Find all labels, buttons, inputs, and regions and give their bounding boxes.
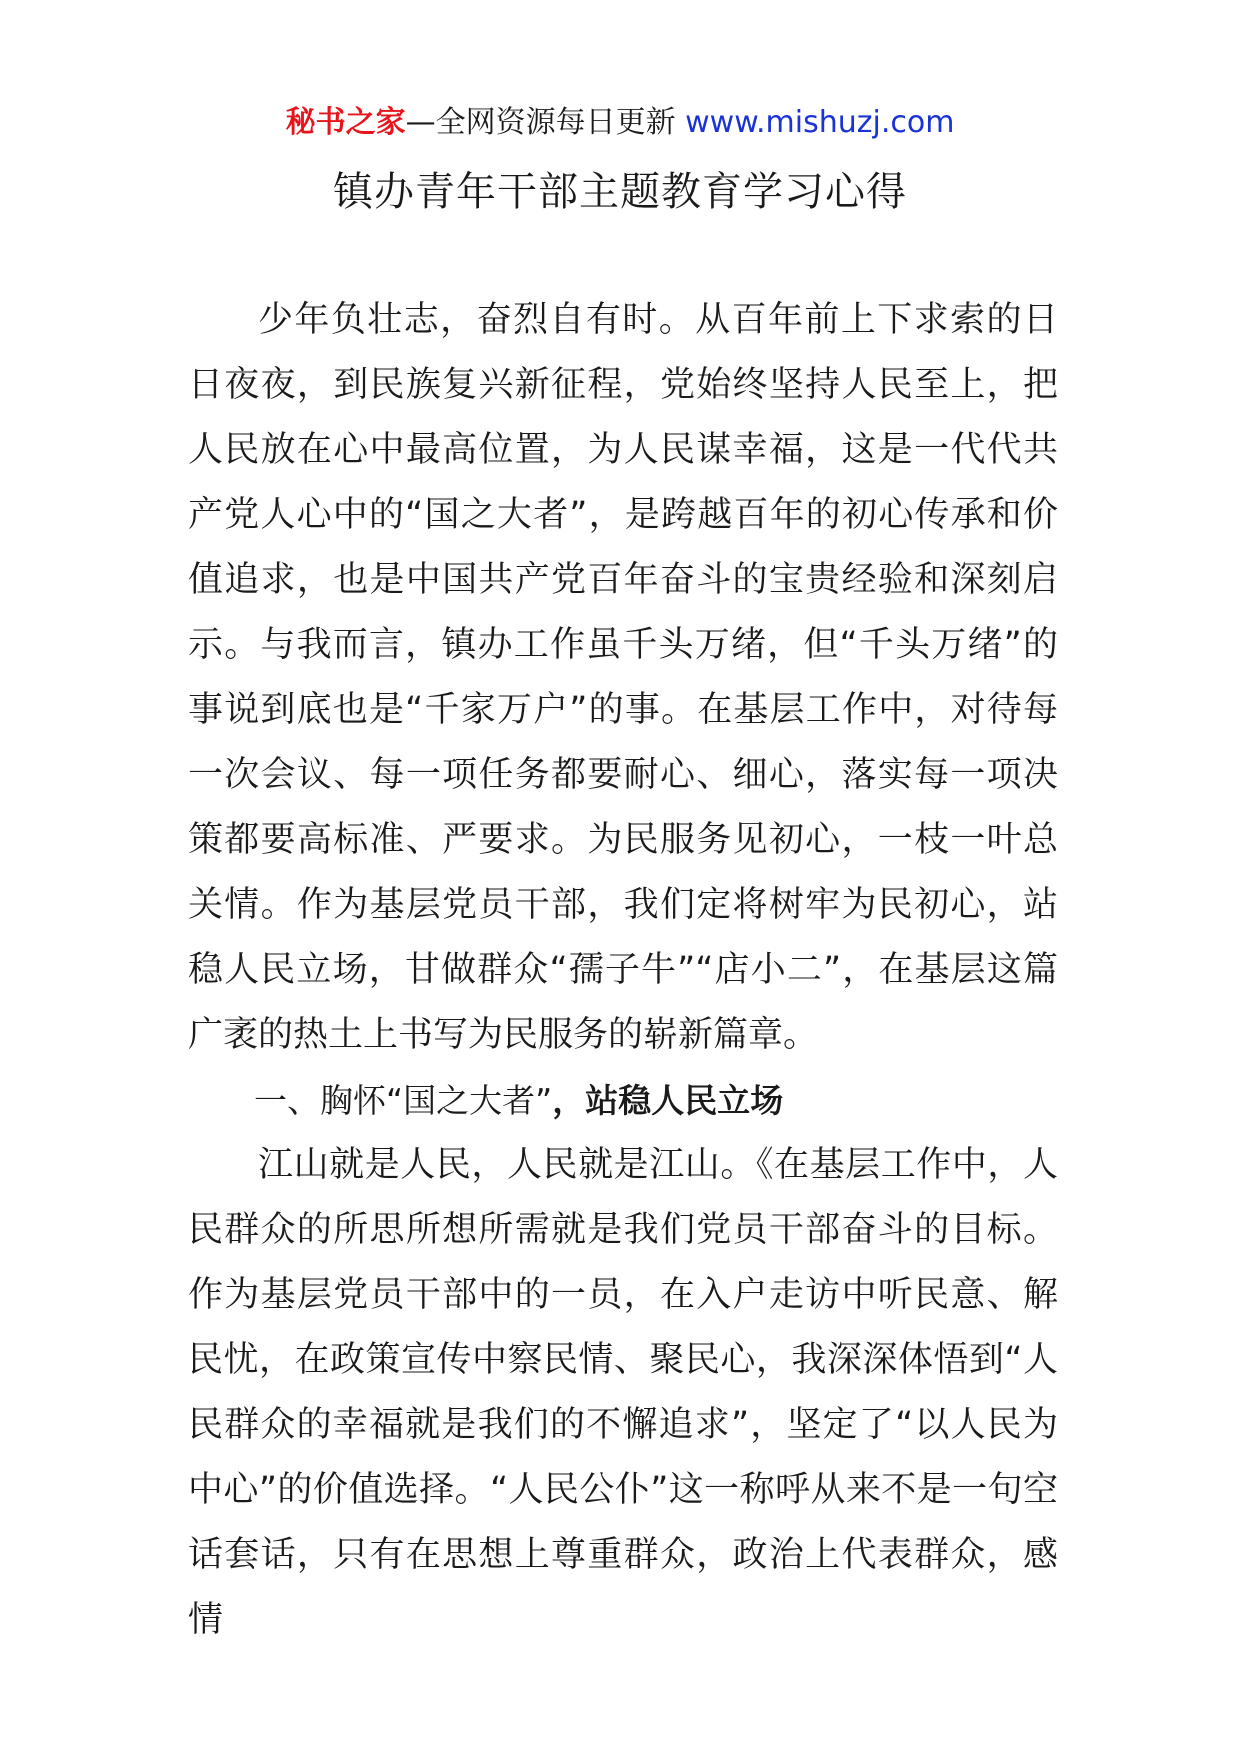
site-url-link[interactable]: www.mishuzj.com — [685, 105, 955, 140]
document-body — [188, 288, 1058, 1653]
paragraph-intro: 少年负壮志，奋烈自有时。从百年前上下求索的日日夜夜，到民族复兴新征程，党始终坚持人民至上，把人民放在心中最高位置，为人民谋幸福，这是一代代共产党人心中的“国之大者”，是跨越百年的初心传承和价值追求，也是中国共产党百年奋斗的宝贵经验和深刻启示。与我而言，镇办工作虽千头万绪，但“千头万绪”的事说到底也是“千家万户”的事。在基层工作中，对待每一次会议、每一项任务都要耐心、细心，落实每一项决策都要高标准、严要求。为民服务见初心，一枝一叶总关情。作为基层党员干部，我们定将树牢为民初心，站稳人民立场，甘做群众“孺子牛”“店小二”，在基层这篇广袤的热土上书写为民服务的崭新篇章。 — [188, 300, 1058, 1055]
site-brand: 秘书之家 — [285, 105, 406, 140]
paragraph-section-1: 江山就是人民，人民就是江山。《在基层工作中，人民群众的所思所想所需就是我们党员干部奋斗的目标。作为基层党员干部中的一员，在入户走访中听民意、解民忧，在政策宣传中察民情、聚民心，我深深体悟到“人民群众的幸福就是我们的不懈追求”，坚定了“以人民为中心”的价值选择。“人民公仆”这一称呼从来不是一句空话套话，只有在思想上尊重群众，政治上代表群众，感情 — [188, 1145, 1058, 1640]
site-tagline: —全网资源每日更新 — [405, 105, 676, 140]
section-heading-suffix: ，站稳人民立场 — [552, 1081, 784, 1120]
section-heading-prefix: 一、胸怀“国之大者” — [254, 1081, 553, 1120]
site-header — [0, 98, 1240, 148]
section-heading-1 — [188, 1068, 1058, 1133]
document-title: 镇办青年干部主题教育学习心得 — [333, 169, 907, 215]
